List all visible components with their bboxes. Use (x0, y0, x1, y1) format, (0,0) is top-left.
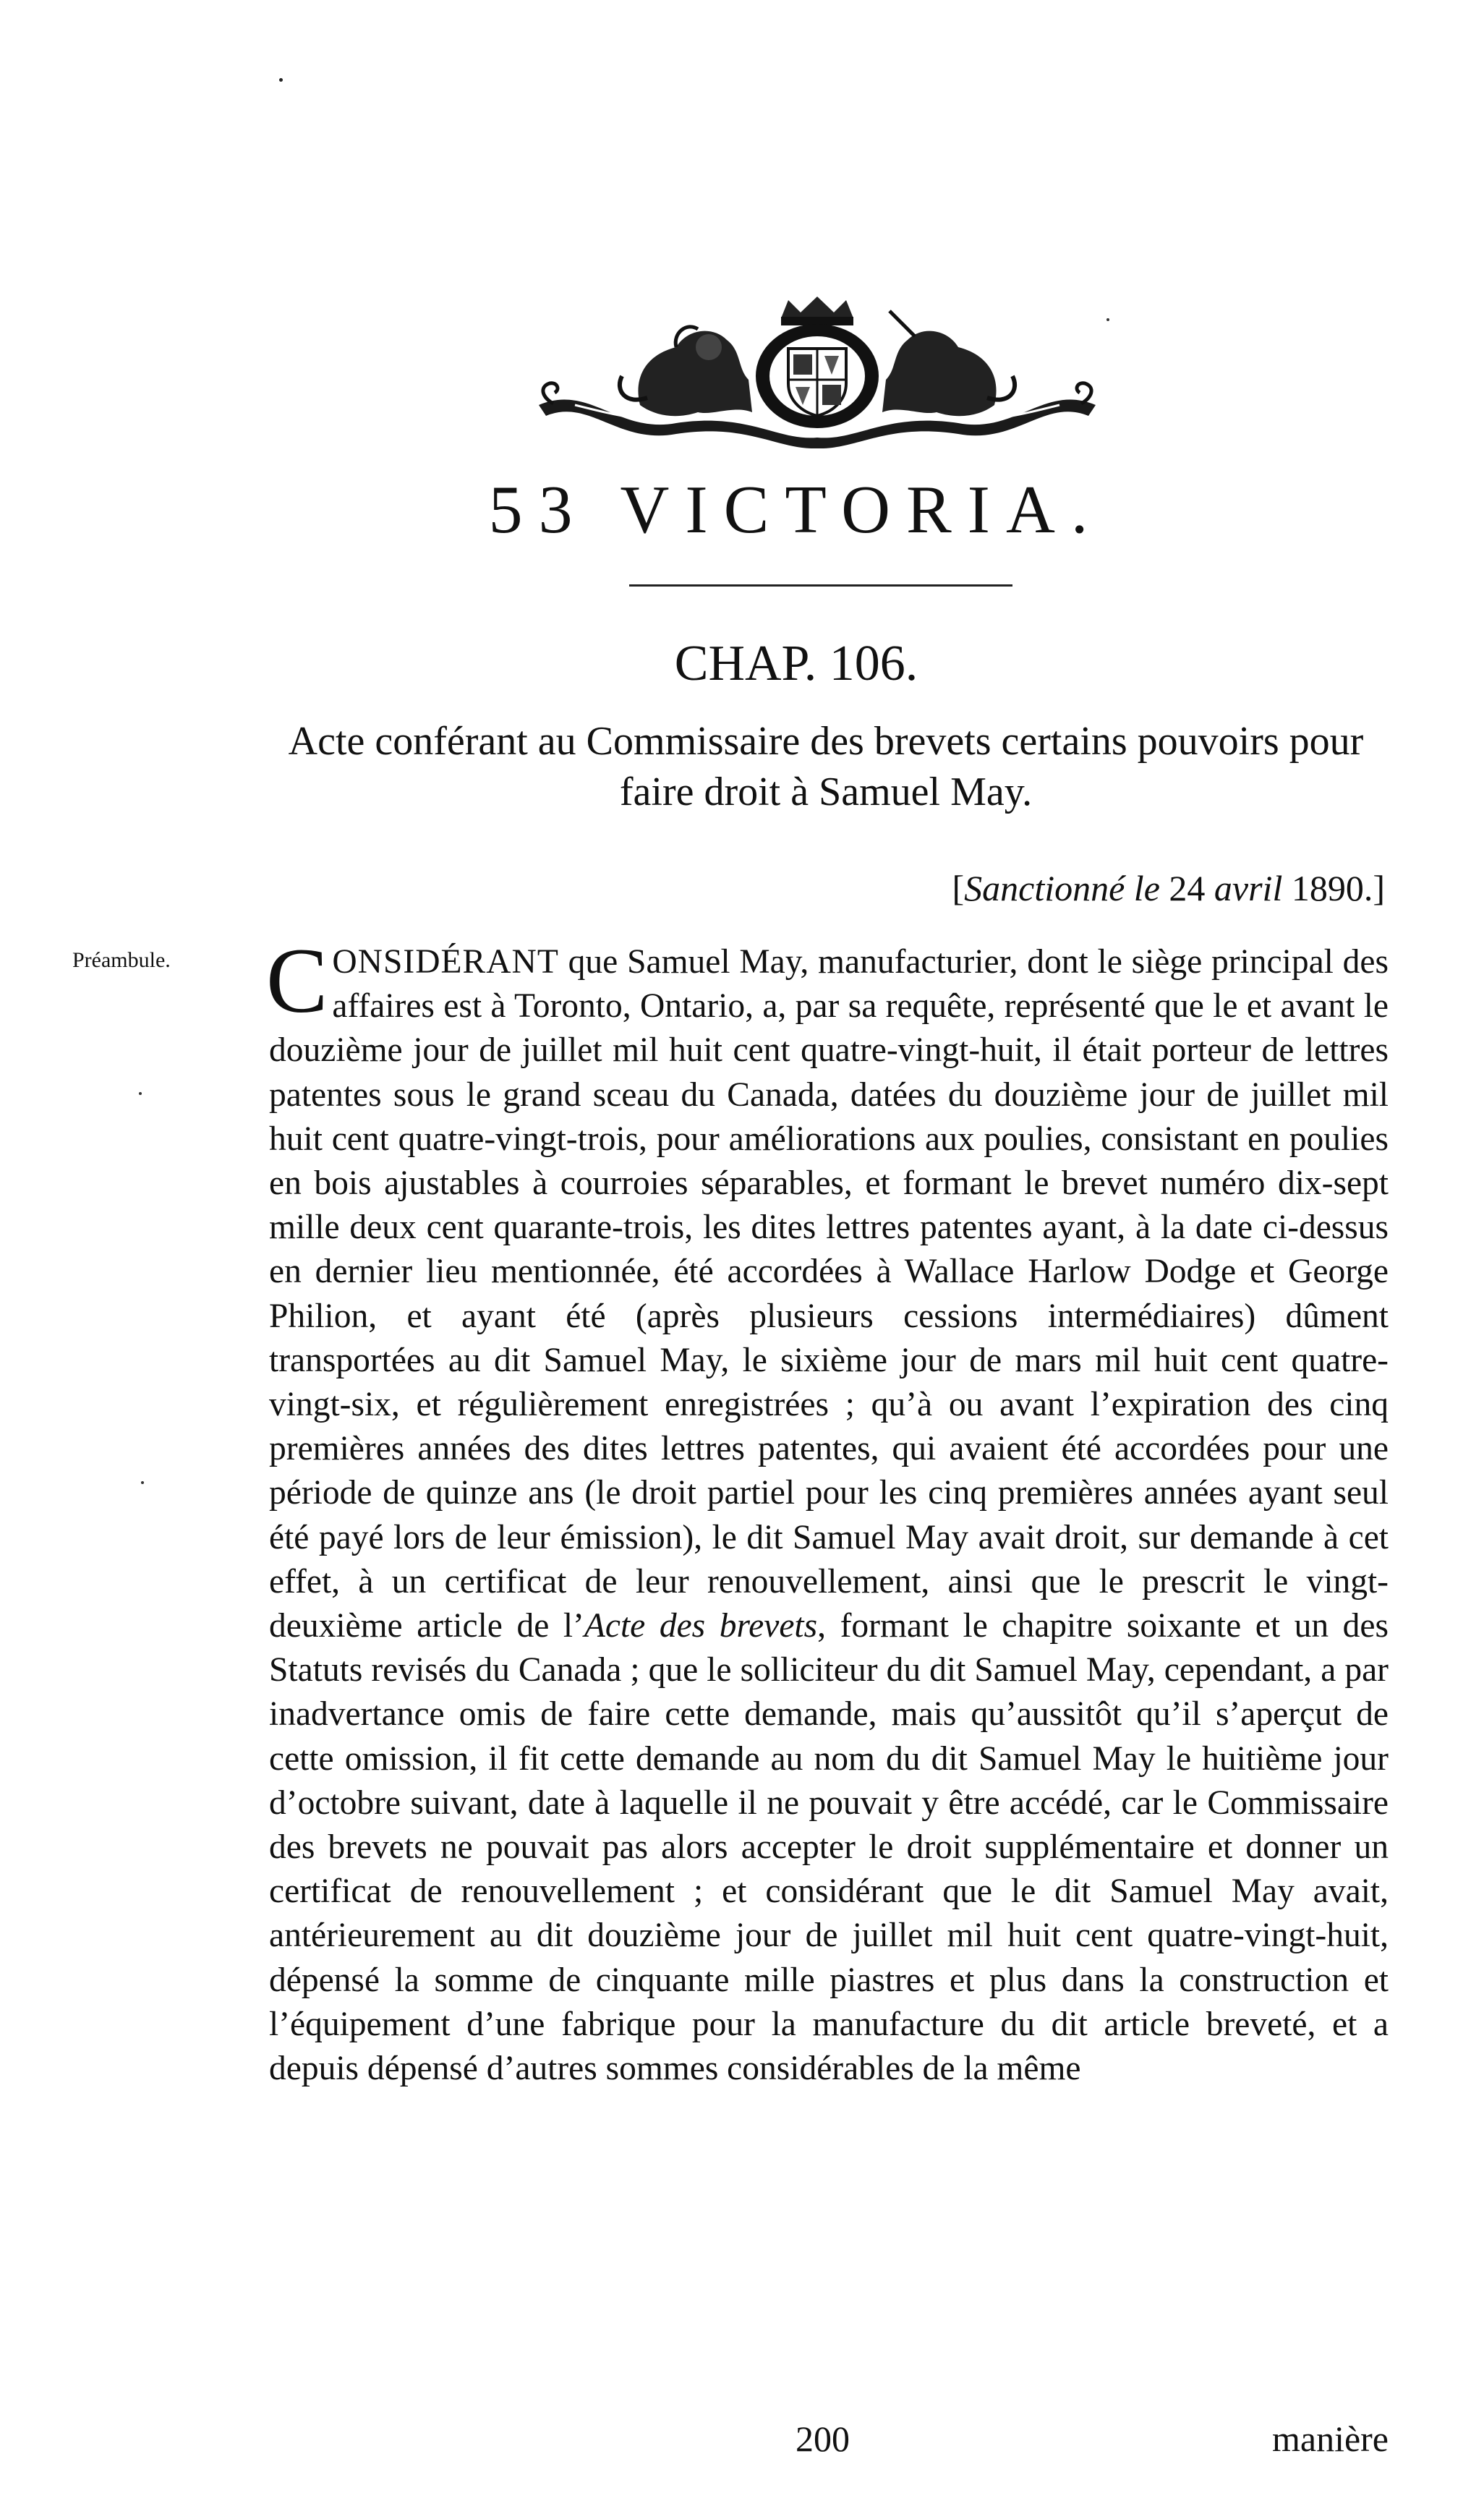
assent-day: 24 (1159, 868, 1214, 908)
preamble-text (266, 929, 1389, 2091)
preamble-margin-note: Préambule. (72, 948, 171, 972)
royal-coat-of-arms-icon (532, 297, 1103, 448)
act-title: Acte conférant au Commissaire des brevets certains pouvoirs pour faire droit à Samuel May. (288, 719, 1364, 814)
assent-open-bracket: [ (952, 868, 965, 908)
assent-month: avril (1214, 868, 1283, 908)
print-speck (1106, 318, 1109, 321)
heading-rule (629, 584, 1012, 587)
print-speck (139, 1092, 142, 1095)
regnal-year-heading: 53 VICTORIA. (488, 472, 1104, 547)
assent-label: Sanctionné le (964, 868, 1160, 908)
act-reference: Acte des brevets (584, 1607, 818, 1645)
body-text-part1: que Samuel May, manufacturier, dont le siège principal des affaires est à Toronto, Ontario, a, par sa requête, représenté que le et avant le douzième jour de juillet mil huit cent quatre-vingt-huit, il était porteur de lettres patentes sous le grand sceau du Canada, datées du douzième jour de juillet mil huit cent quatre-vingt-trois, pour améliorations aux poulies, consistant en poulies en bois ajustables à courroies séparables, et formant le brevet numéro dix-sept mille deux cent quarante-trois, les dites lettres patentes ayant, à la date ci-dessus en dernier lieu mentionnée, été accordées à Wallace Harlow Dodge et George Philion, et ayant été (après plusieurs cessions intermédiaires) dûment transportées au dit Samuel May, le sixième jour de mars mil huit cent quatre-vingt-six, et régulièrement enregistrées ; qu’à ou avant l’expiration des cinq premières années des dites lettres patentes, qui avaient été accordées pour une période de quinze ans (le droit partiel pour les cinq premières années ayant seul été payé lors de leur émission), le dit Samuel May avait droit, sur demande à cet effet, à un certificat de leur renouvellement, ainsi que le prescrit le vingt-deuxième article de l’ (269, 943, 1389, 1645)
body-text-part2: , formant le chapitre soixante et un des Statuts revisés du Canada ; que le solliciteur du dit Samuel May, cependant, a par inadvertance omis de faire cette demande, mais qu’aussitôt qu’il s’aperçut de cette omission, il fit cette demande au nom du dit Samuel May le huitième jour d’octobre suivant, date à laquelle il ne pouvait y être accédé, car le Commissaire des brevets ne pouvait pas alors accepter le droit supplémentaire et donner un certificat de renouvellement ; et considérant que le dit Samuel May avait, antérieurement au dit douzième jour de juillet mil huit cent quatre-vingt-huit, dépensé la somme de cinquante mille piastres et plus dans la construction et l’équipement d’une fabrique pour la manufacture du dit article breveté, et a depuis dépensé d’autres sommes considérables de la même (269, 1607, 1389, 2088)
catchword: manière (1271, 2418, 1389, 2459)
assent-date (810, 866, 1385, 910)
print-speck (141, 1481, 144, 1484)
opening-word: ONSIDÉRANT (332, 943, 559, 981)
assent-year: 1890.] (1282, 868, 1385, 908)
page-number: 200 (796, 2418, 850, 2459)
drop-cap: C (266, 929, 328, 1032)
print-speck (279, 78, 283, 82)
chapter-heading: CHAP. 106. (674, 636, 918, 691)
